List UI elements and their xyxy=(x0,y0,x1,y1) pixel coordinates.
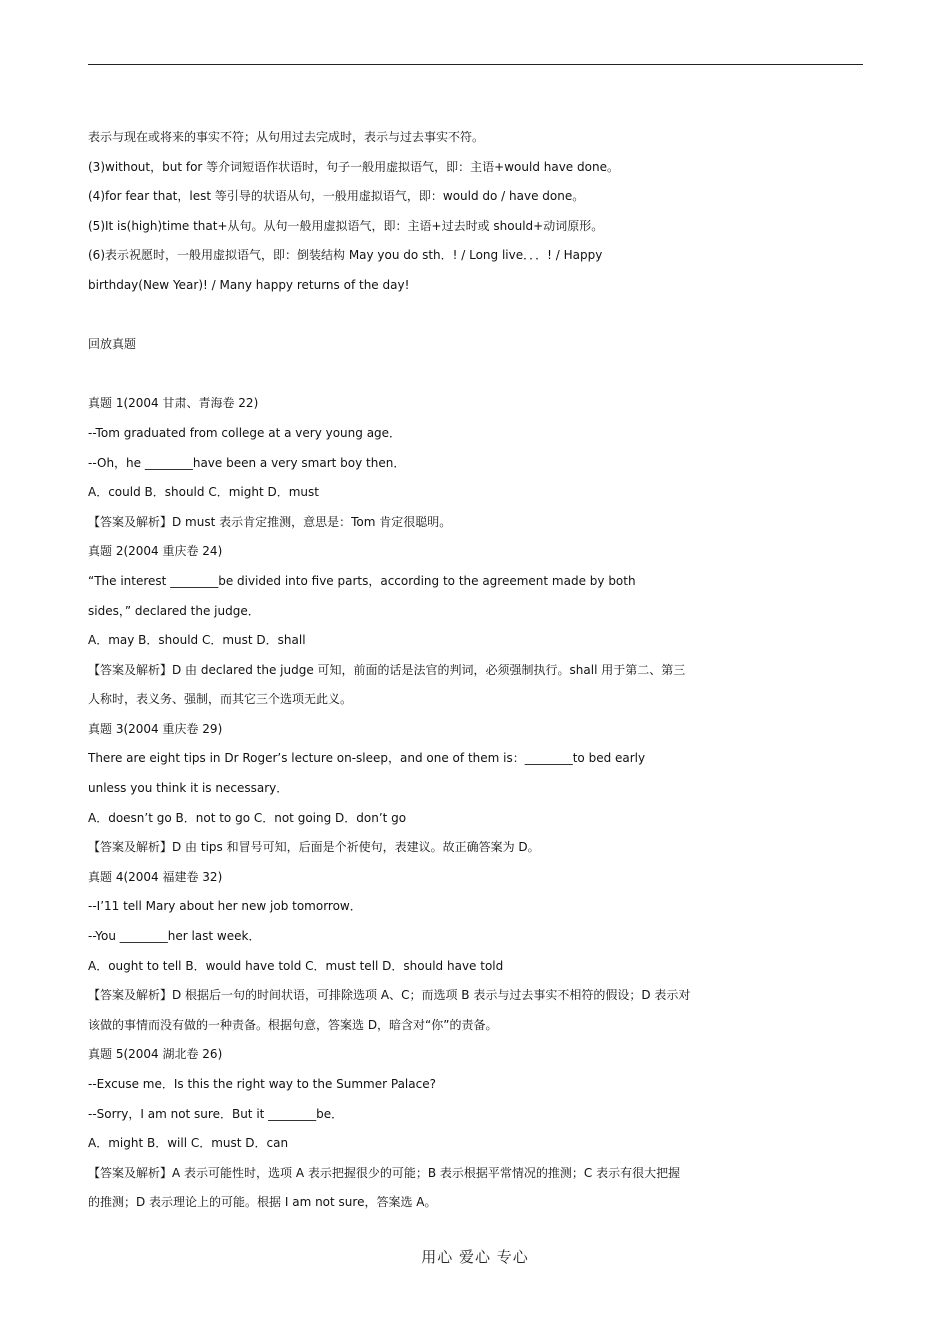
spacer xyxy=(88,301,868,331)
question-line: “The interest ________be divided into five parts，according to the agreement made by both xyxy=(88,573,636,588)
question-answer: 【答案及解析】D 由 tips 和冒号可知，后面是个祈使句，表建议。故正确答案为 D。 xyxy=(88,840,540,855)
intro-line: (5)It is(high)time that+从句。从句一般用虚拟语气，即：主语+过去时或 should+动词原形。 xyxy=(88,218,604,233)
question-options: A．might B．will C．must D．can xyxy=(88,1136,289,1151)
question-title: 真题 2(2004 重庆卷 24) xyxy=(88,544,223,559)
question-options: A．may B．should C．must D．shall xyxy=(88,633,306,648)
question-answer: 的推测；D 表示理论上的可能。根据 I am not sure，答案选 A。 xyxy=(88,1195,437,1210)
question-answer: 人称时，表义务、强制，而其它三个选项无此义。 xyxy=(88,692,353,707)
question-line: --I’11 tell Mary about her new job tomorrow． xyxy=(88,899,362,914)
spacer xyxy=(88,360,868,390)
question-answer: 【答案及解析】A 表示可能性时，选项 A 表示把握很少的可能；B 表示根据平常情况的推测；C 表示有很大把握 xyxy=(88,1165,681,1180)
question-title: 真题 1(2004 甘肃、青海卷 22) xyxy=(88,396,259,411)
question-options: A．doesn’t go B．not to go C．not going D．don’t go xyxy=(88,810,407,825)
section-title: 回放真题 xyxy=(88,337,137,352)
question-answer: 【答案及解析】D must 表示肯定推测，意思是：Tom 肯定很聪明。 xyxy=(88,514,452,529)
intro-line: 表示与现在或将来的事实不符；从句用过去完成时，表示与过去事实不符。 xyxy=(88,130,485,144)
question-title: 真题 5(2004 湖北卷 26) xyxy=(88,1047,223,1062)
question-line: --You ________her last week． xyxy=(88,929,261,944)
intro-line: (6)表示祝愿时，一般用虚拟语气，即：倒装结构 May you do sth．! / Long live．．．! / Happy xyxy=(88,248,603,263)
page-footer: 用心 爱心 专心 xyxy=(421,1248,529,1266)
intro-line: birthday(New Year)! / Many happy returns of the day! xyxy=(88,277,410,292)
question-title: 真题 3(2004 重庆卷 29) xyxy=(88,721,223,736)
document-body xyxy=(88,123,868,1218)
question-line: unless you think it is necessary． xyxy=(88,781,289,796)
question-title: 真题 4(2004 福建卷 32) xyxy=(88,869,223,884)
question-answer: 【答案及解析】D 由 declared the judge 可知，前面的话是法官的判词，必须强制执行。shall 用于第二、第三 xyxy=(88,662,686,677)
question-line: --Sorry，I am not sure．But it ________be． xyxy=(88,1106,344,1121)
question-options: A．could B．should C．might D．must xyxy=(88,485,319,500)
question-answer: 【答案及解析】D 根据后一句的时间状语，可排除选项 A、C；而选项 B 表示与过去事实不相符的假设；D 表示对 xyxy=(88,988,691,1003)
question-answer: 该做的事情而没有做的一种责备。根据句意，答案选 D，暗含对“你”的责备。 xyxy=(88,1017,498,1032)
question-line: --Excuse me．Is this the right way to the Summer Palace? xyxy=(88,1077,436,1091)
header-rule xyxy=(88,64,863,65)
question-line: --Oh，he ________have been a very smart boy then． xyxy=(88,455,406,470)
intro-line: (4)for fear that，lest 等引导的状语从句，一般用虚拟语气，即：would do / have done。 xyxy=(88,189,585,204)
question-line: There are eight tips in Dr Roger’s lecture on-sleep，and one of them is：________to bed early xyxy=(88,751,646,766)
question-options: A．ought to tell B．would have told C．must tell D．should have told xyxy=(88,958,504,973)
intro-line: (3)without，but for 等介词短语作状语时，句子一般用虚拟语气，即：主语+would have done。 xyxy=(88,159,619,174)
question-line: --Tom graduated from college at a very young age． xyxy=(88,425,402,440)
question-line: sides，” declared the judge． xyxy=(88,603,260,618)
